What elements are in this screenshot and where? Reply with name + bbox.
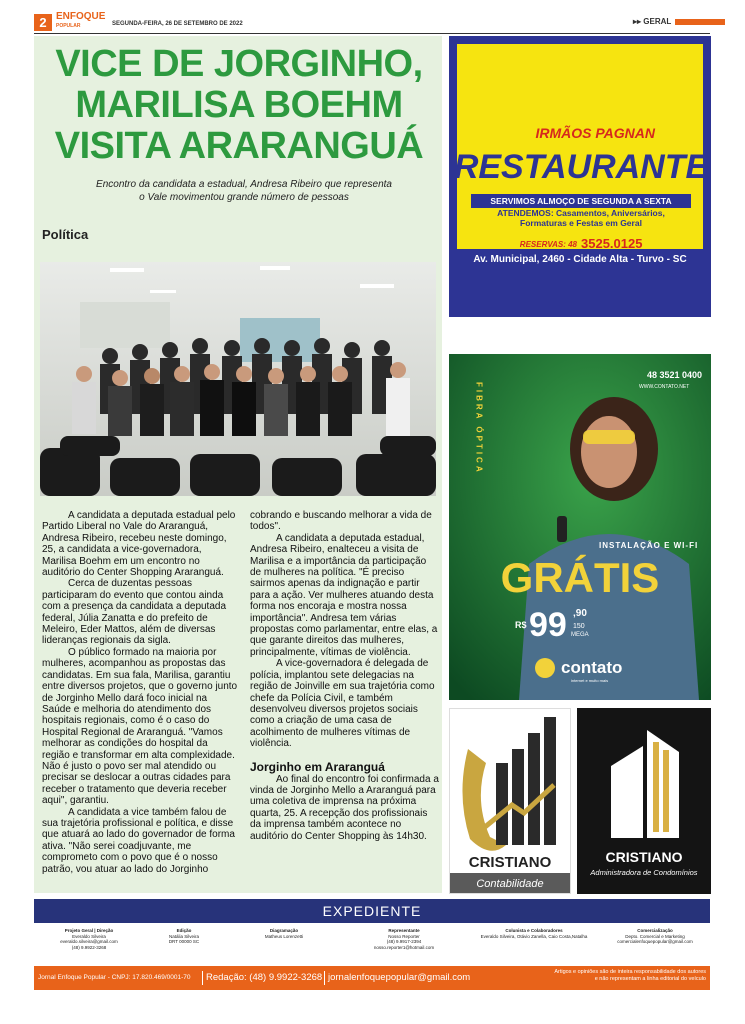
section-accent-bar — [675, 19, 725, 25]
restaurant-reservation-label: RESERVAS: 48 — [519, 240, 577, 249]
cristiano-condominios-ad — [577, 708, 711, 894]
contato-ad-art — [449, 354, 711, 700]
contato-gratis: GRÁTIS — [500, 554, 660, 601]
article-subheading: Jorginho em Araranguá — [250, 759, 385, 774]
footer-redacao: Redação: (48) 9.9922-3268 — [206, 972, 323, 983]
brand-logo-sub: POPULAR — [56, 23, 81, 29]
credit-block: Colunista e Colaboradores Everaldo Silveira, Otávio Zanella, Caio Costa,Natalha — [480, 928, 588, 939]
issue-date: SEGUNDA-FEIRA, 26 DE SETEMBRO DE 2022 — [112, 21, 243, 27]
article-paragraph: A candidata a vice também falou de sua trajetória profissional e política, e disse que atuará ao lado do governador de forma ativa. "Não serei coadjuvante, me comprometo com o povo que é o nosso patrão, vou atuar ao lado do Jorginho — [42, 806, 235, 875]
credits-row — [34, 928, 710, 964]
cristiano-contabilidade-ad — [449, 708, 571, 894]
footer-divider — [202, 971, 203, 985]
article-kicker: Política — [42, 227, 89, 242]
article-paragraph: Ao final do encontro foi confirmada a vinda de Jorginho Mello a Araranguá para uma coletiva de imprensa na próxima quarta, 25. A recepção dos profissionais da imprensa também acontece no auditório do Center Shopping às 14h30. — [250, 773, 439, 842]
restaurant-name: RESTAURANTE — [457, 148, 703, 186]
article-paragraph: O público formado na maioria por mulheres, acompanhou as propostas das candidatas. Em sua fala, Marilisa, garantiu entre diversos projetos, que o governo junto de Jorginho Mello dará foco inicial na Saúde e melhoria do atendimento dos hospitais regionais, como é o caso do Hospital Regional de Araranguá. "Vamos melhorar as condições do hospital da região e transformar em alta complexidade. Não é justo o povo ser mal atendido ou precisar se deslocar a outras cidades para receber o tratamento que deveria receber aqui", garantiu. — [42, 646, 238, 807]
footer-disclaimer: Artigos e opiniões são de inteira responsabilidade dos autores e não representam a linha editorial do veículo — [554, 969, 706, 982]
page-number: 2 — [34, 14, 52, 31]
restaurant-brand-top: IRMÃOS PAGNAN — [535, 125, 655, 141]
restaurant-ad — [449, 36, 711, 317]
article-paragraph: A candidata a deputada estadual, Andresa Ribeiro, enalteceu a visita de Marilisa e a importância da participação de mulheres na política. "É preciso sairmos apenas da indignação e partir para a ação. Ver mulheres atuando desta forma nos encoraja e mostra nossa importância". Andresa tem várias propostas como parlamentar, entre elas, a que garante direitos das mulheres, principalmente, vítimas de violência. — [250, 532, 438, 658]
cristiano-contabilidade-art — [450, 709, 570, 893]
article-column-1 — [42, 510, 238, 875]
contato-vertical-text: FIBRA ÓPTICA — [474, 382, 484, 475]
article-paragraph: Cerca de duzentas pessoas participaram do evento que contou ainda com a presença da candidata a deputada federal, Júlia Zanatta e do prefeito de Meleiro, Eder Mattos, além de diversas lideranças regionais da sigla. — [42, 578, 227, 647]
restaurant-ad-panel — [457, 44, 703, 249]
contato-currency: R$ — [515, 620, 527, 630]
page-header — [0, 0, 745, 34]
contato-site: WWW.CONTATO.NET — [639, 384, 690, 390]
article-paragraph: cobrando e buscando melhorar a vida de todos". — [250, 510, 432, 533]
contato-brand: contato — [561, 658, 623, 677]
credit-block: Edição Natália Silveira DRT 00000 SC — [168, 928, 200, 944]
footer-divider — [324, 971, 325, 985]
footer-bar — [34, 966, 710, 990]
expediente-bar: EXPEDIENTE — [34, 899, 710, 923]
cristiano-name: CRISTIANO — [605, 849, 683, 865]
cristiano-name: CRISTIANO — [468, 854, 552, 871]
credit-block: Diagramação Matheus Lorenzetti — [264, 928, 304, 939]
contato-ad — [449, 354, 711, 700]
header-divider — [34, 33, 710, 34]
building-icon — [611, 746, 643, 838]
article-paragraph: A vice-governadora é delegada de polícia, implantou sete delegacias na região de Joinville em sua trajetória como chefe da Polícia Civil, e também desenvolveu diversos projetos sociais como a criação de uma casa de acolhimento de mulheres vítimas de violência. — [250, 658, 435, 750]
cristiano-sub: Administradora de Condomínios — [590, 868, 698, 877]
article-column-2 — [250, 510, 440, 842]
contato-tagline: internet e muito mais — [571, 678, 609, 683]
article — [34, 36, 442, 893]
brand-logo: ENFOQUE — [56, 11, 106, 22]
contato-install: INSTALAÇÃO E WI-FI — [599, 541, 699, 550]
contato-unit: MEGA — [571, 632, 589, 638]
article-subhead: Encontro da candidata a estadual, Andresa Ribeiro que representa o Vale movimentou grande número de pessoas — [96, 179, 392, 203]
contato-cents: ,90 — [573, 608, 587, 619]
event-photo-image — [40, 262, 436, 496]
event-photo — [40, 262, 436, 496]
restaurant-address: Av. Municipal, 2460 - Cidade Alta - Turvo - SC — [473, 254, 687, 265]
article-headline: VICE DE JORGINHO, MARILISA BOEHM VISITA ARARANGUÁ — [54, 43, 424, 167]
restaurant-phone: 3525.0125 — [581, 236, 643, 249]
footer-email[interactable]: jornalenfoquepopular@gmail.com — [328, 972, 471, 983]
article-paragraph: A candidata a deputada estadual pelo Partido Liberal no Vale do Araranguá, Andresa Ribeiro, recebeu neste domingo, 25, a candidata a vice-governadora, Marilisa Boehm em um encontro no auditório do Center Shopping Araranguá. — [42, 510, 236, 579]
cristiano-sub: Contabilidade — [476, 878, 544, 890]
restaurant-attend: ATENDEMOS: Casamentos, Aniversários, Formaturas e Festas em Geral — [497, 208, 665, 228]
footer-cnpj: Jornal Enfoque Popular - CNPJ: 17.820.469/0001-70 — [38, 974, 191, 981]
restaurant-banner: SERVIMOS ALMOÇO DE SEGUNDA A SEXTA — [490, 196, 672, 206]
contato-speed: 150 — [573, 623, 585, 630]
restaurant-ad-art — [457, 44, 703, 249]
contato-logo-icon — [535, 658, 555, 678]
cristiano-condominios-art — [577, 708, 711, 894]
double-arrow-icon: ▸▸ — [633, 17, 642, 26]
section-label: ▸▸ GERAL — [633, 17, 672, 26]
contato-price: 99 — [529, 606, 567, 644]
contato-phone: 48 3521 0400 — [647, 370, 703, 380]
credit-block: Representante Nosso Reporter (48) 9.9917-2394 nosso.reporter1@hotmail.com — [373, 928, 435, 950]
credit-block: Comercialização Depto. Comercial e Marketing comercialenfoquepopular@gmail.com — [617, 928, 693, 944]
credit-block: Projeto Geral | Direção Everaldo Silveira everaldo.silveira@gmail.com (48) 9.9922-3268 — [60, 928, 118, 950]
